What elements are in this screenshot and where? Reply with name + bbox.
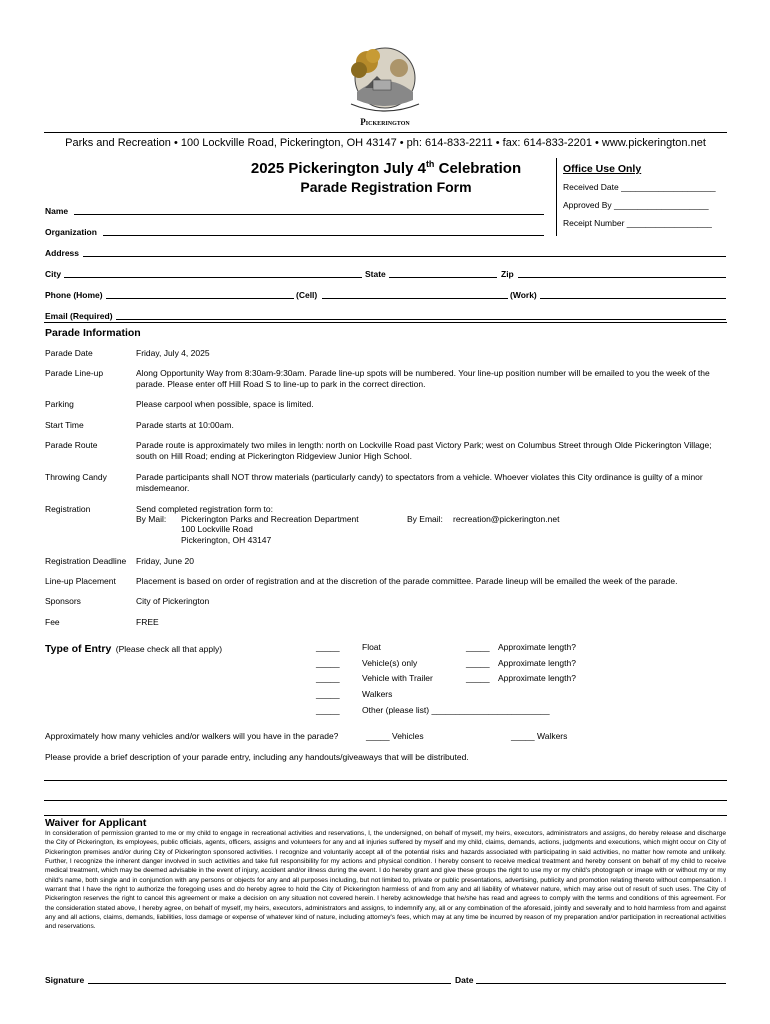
checkbox-length-float[interactable]: _____ (466, 642, 490, 652)
option-label: Float (362, 642, 381, 652)
city-label: City (45, 269, 62, 279)
row-value: Parade starts at 10:00am. (136, 420, 234, 430)
date-label: Date (455, 975, 474, 985)
title-sup: th (425, 159, 435, 169)
checkbox-other[interactable]: _____ (316, 705, 340, 715)
walkers-count-field[interactable]: _____ Walkers (511, 731, 568, 741)
row-value: FREE (136, 617, 159, 627)
date-field[interactable] (476, 983, 726, 984)
row-value: Parade participants shall NOT throw materials (particularly candy) to spectators from a vehicle. Whoever violates this City ordinance is guilty of a minor misdemeanor. (136, 472, 703, 493)
row-label: Throwing Candy (45, 472, 107, 482)
row-label: Parade Date (45, 348, 93, 358)
city-seal-icon (343, 40, 427, 114)
row-label: Fee (45, 617, 60, 627)
option-label: Other (please list) _________________________ (362, 705, 550, 715)
contact-line: Parks and Recreation • 100 Lockville Road, Pickerington, OH 43147 • ph: 614-833-2211 • fax: 614-833-2201 • www.pickerington.net (65, 137, 706, 149)
checkbox-float[interactable]: _____ (316, 642, 340, 652)
option-label: Vehicle(s) only (362, 658, 418, 668)
row-value: Parade route is approximately two miles in length: north on Lockville Road past Victory Park; west on Columbus Street through Olde Pickerington Village; south on Hill Road; ending at Pickerington Ridgeview Junior High School. (136, 440, 712, 461)
row-label: Parade Route (45, 440, 98, 450)
email-field[interactable] (116, 319, 726, 320)
by-mail-label: By Mail: (136, 514, 167, 524)
type-of-entry-note: (Please check all that apply) (115, 644, 223, 654)
checkbox-vehicles[interactable]: _____ (316, 658, 340, 668)
phone-home-label: Phone (Home) (45, 290, 103, 300)
form-subtitle: Parade Registration Form (300, 179, 472, 195)
row-value: Friday, June 20 (136, 556, 194, 566)
row-value: Placement is based on order of registration and at the discretion of the parade committee. Parade lineup will be emailed the week of the parade. (136, 576, 678, 586)
description-prompt: Please provide a brief description of your parade entry, including any handouts/giveaways that will be distributed. (45, 752, 469, 762)
received-date: Received Date ____________________ (563, 182, 716, 192)
form-title (236, 159, 536, 177)
waiver-heading: Waiver for Applicant (45, 817, 147, 829)
option-label: Walkers (362, 689, 393, 699)
checkbox-trailer[interactable]: _____ (316, 673, 340, 683)
approved-by: Approved By ____________________ (563, 200, 709, 210)
organization-field[interactable] (103, 235, 544, 236)
parade-info-heading: Parade Information (45, 327, 141, 339)
signature-field[interactable] (88, 983, 451, 984)
length-label: Approximate length? (498, 642, 576, 652)
state-label: State (365, 269, 386, 279)
email-label: Email (Required) (45, 311, 113, 321)
row-label: Parade Line-up (45, 368, 104, 378)
address-field[interactable] (83, 256, 726, 257)
vehicles-count-field[interactable]: _____ Vehicles (366, 731, 424, 741)
checkbox-walkers[interactable]: _____ (316, 689, 340, 699)
state-field[interactable] (389, 277, 497, 278)
cell-label: (Cell) (296, 290, 318, 300)
row-label: Parking (45, 399, 74, 409)
city-logo (343, 40, 427, 128)
work-field[interactable] (540, 298, 726, 299)
by-email-label: By Email: (407, 514, 443, 524)
mail-address-line2: 100 Lockville Road (181, 524, 253, 534)
office-use-heading: Office Use Only (563, 163, 642, 175)
title-line1-pre: 2025 Pickerington July 4 (250, 160, 426, 177)
row-value: Send completed registration form to: (136, 504, 274, 514)
cell-field[interactable] (322, 298, 508, 299)
type-of-entry-heading: Type of Entry (45, 643, 112, 655)
title-line1-post: Celebration (434, 160, 522, 177)
row-value: Along Opportunity Way from 8:30am-9:30am. Parade line-up spots will be numbered. Your line-up position number will be emailed to you the week of the parade. Please enter off Hill Road S to line-up to park in the correct direction. (136, 368, 710, 389)
phone-home-field[interactable] (106, 298, 294, 299)
length-label: Approximate length? (498, 673, 576, 683)
description-line-3[interactable] (44, 815, 727, 816)
mail-address-line3: Pickerington, OH 43147 (181, 535, 272, 545)
type-of-entry (45, 639, 222, 657)
row-label: Registration Deadline (45, 556, 127, 566)
count-question: Approximately how many vehicles and/or walkers will you have in the parade? (45, 731, 339, 741)
row-value: Please carpool when possible, space is limited. (136, 399, 314, 409)
name-field[interactable] (74, 214, 544, 215)
row-value: City of Pickerington (136, 596, 210, 606)
zip-label: Zip (501, 269, 514, 279)
organization-label: Organization (45, 227, 97, 237)
signature-label: Signature (45, 975, 85, 985)
name-label: Name (45, 206, 69, 216)
office-use-box (556, 158, 727, 236)
row-label: Registration (45, 504, 91, 514)
row-value: Friday, July 4, 2025 (136, 348, 210, 358)
row-label: Start Time (45, 420, 84, 430)
option-label: Vehicle with Trailer (362, 673, 433, 683)
mail-address-line1: Pickerington Parks and Recreation Department (181, 514, 359, 524)
logo-wordmark: Pickerington (360, 117, 410, 127)
city-field[interactable] (64, 277, 362, 278)
checkbox-length-vehicles[interactable]: _____ (466, 658, 490, 668)
checkbox-length-trailer[interactable]: _____ (466, 673, 490, 683)
waiver-text: In consideration of permission granted to me or my child to engage in recreational activities and reservations, I, the undersigned, on behalf of myself, my heirs, executors, administrators and assigns, do hereby release and discharge the City of Pickerington, its employees, public officials, agents, officers, assigns and volunteers for any and all injuries suffered by myself and my child, claims, demands, actions, judgments and executions, which might occur on City of Pickerington premises and/or during City of Pickerington sponsored activities. I recognize and voluntarily accept all of the potential risks and hazards associated with participating in said activities, no matter how remote and unlikely. Further, I recognize the inherent danger involved in such activities and take full responsibility for my actions and physical condition. I hereby consent to receive medical treatment and hereby consent on behalf of my child to receive medical treatment, which may be deemed advisable in the event of injury, accident and/or illness during the event. I do hereby grant and give these groups the right to use my or my child's photograph or image with or without my or my child's name, both single and in conjunction with any persons or objects for any and all purposes including, but not limited to, private or public presentations, advertising, publicity and promotion relating thereto without compensation. I warrant that I have the right to authorize the foregoing uses and do hereby agree to hold the City of Pickerington harmless of and from any and all liability of whatever nature, which may arise out of result of such uses. The City of Pickerington reserves the right to cancel this agreement or make a decision on any situation not covered herein. I hereby acknowledge that he/she has read and agrees to comply with the terms and conditions of this agreement. For the consideration stated above, I hereby agree, on behalf of myself, my heirs, executors, administrators and assigns, to indemnify any, all or any combination of the aforesaid, jointly and severally and to hold harmless from and against any and all actions, claims, demands, liabilities, loss damage or expense of whatever kind of nature, including attorney's fees, which may at any time be incurred by reason of my preparation and/or participation in recreational activities and reservations. (45, 830, 726, 931)
zip-field[interactable] (518, 277, 726, 278)
row-label: Line-up Placement (45, 576, 116, 586)
receipt-number: Receipt Number __________________ (563, 218, 712, 228)
description-line-1[interactable] (44, 780, 727, 781)
registration-email-link[interactable]: recreation@pickerington.net (453, 514, 560, 524)
work-label: (Work) (510, 290, 537, 300)
row-label: Sponsors (45, 596, 81, 606)
address-label: Address (45, 248, 80, 258)
length-label: Approximate length? (498, 658, 576, 668)
description-line-2[interactable] (44, 800, 727, 801)
